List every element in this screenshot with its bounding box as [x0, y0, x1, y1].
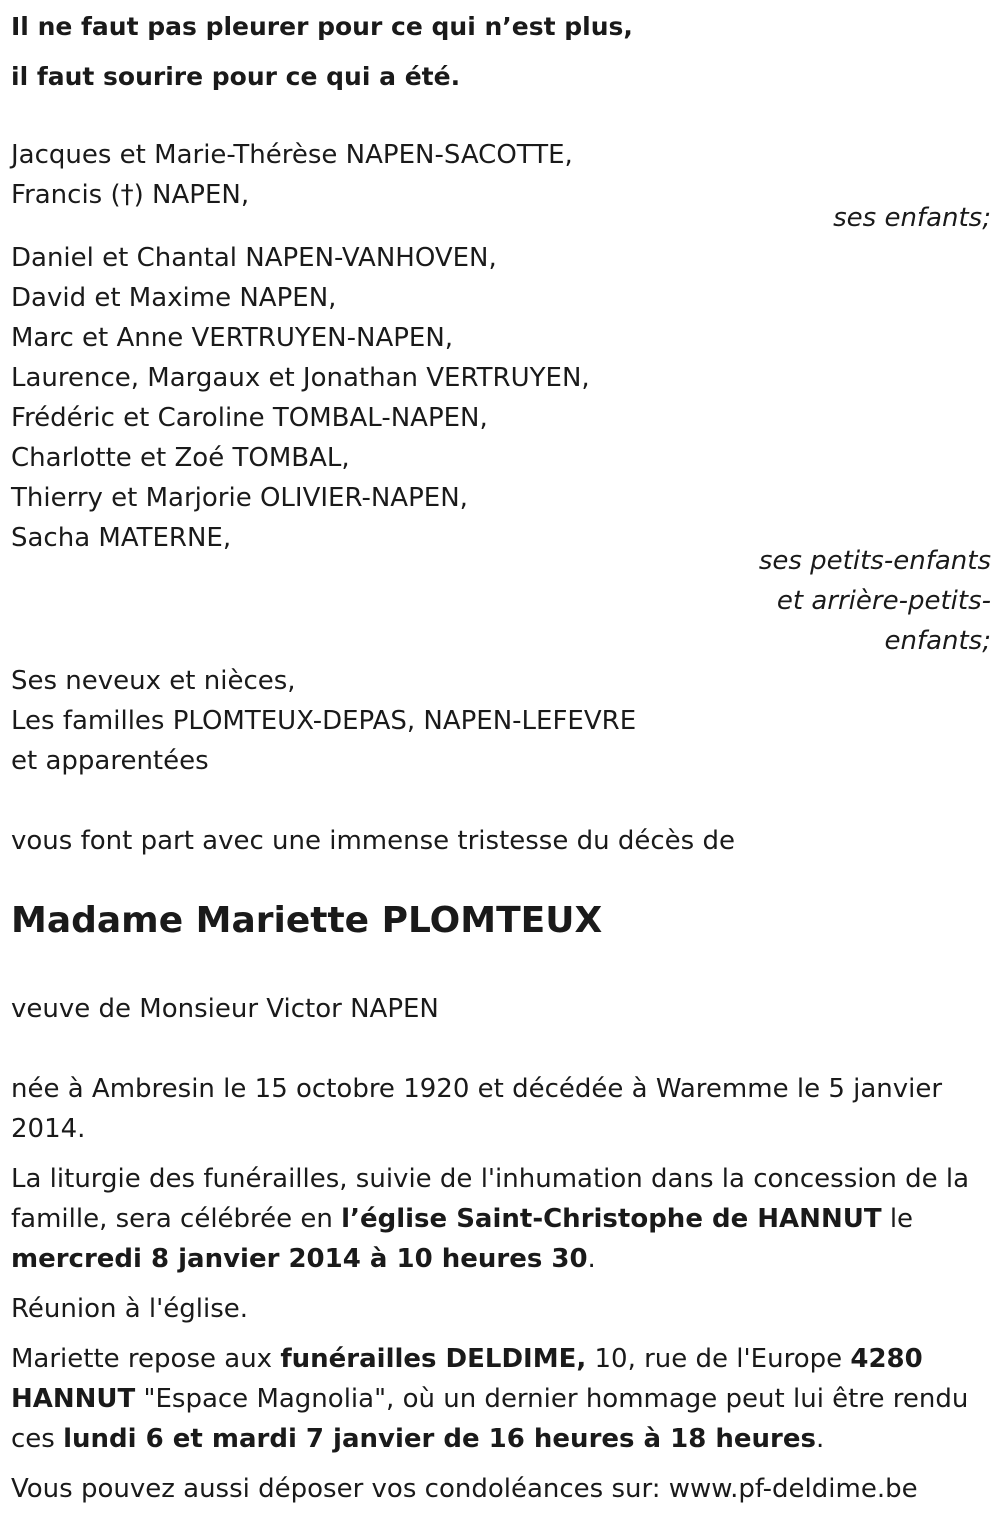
birth-death-line-2: 2014. — [11, 1114, 86, 1144]
visitation-prefix: Mariette repose aux — [11, 1344, 281, 1374]
quote-line-1: Il ne faut pas pleurer pour ce qui n’est plus, — [11, 12, 633, 41]
grandchildren-role-line: ses petits-enfants — [758, 546, 991, 576]
relatives-line: Ses neveux et nièces, — [11, 666, 296, 696]
meeting: Réunion à l'église. — [11, 1294, 249, 1324]
announcement: vous font part avec une immense tristesse du décès de — [11, 826, 735, 856]
funeral-line-3 — [11, 1246, 596, 1272]
visitation-line-1 — [11, 1346, 923, 1372]
child-name: Francis (†) NAPEN, — [11, 180, 250, 210]
visitation-address: 10, rue de l'Europe — [586, 1344, 851, 1374]
funeral-suffix: le — [881, 1204, 914, 1234]
grandchild-name: Marc et Anne VERTRUYEN-NAPEN, — [11, 323, 454, 353]
visitation-ces: ces — [11, 1424, 64, 1454]
visitation-middle: "Espace Magnolia", où un dernier hommage peut lui être rendu — [135, 1384, 969, 1414]
visitation-period: . — [815, 1424, 825, 1454]
children-role: ses enfants; — [833, 203, 991, 233]
funeral-home: funérailles DELDIME, — [280, 1344, 587, 1374]
funeral-line-2 — [11, 1206, 913, 1232]
grandchild-name: Frédéric et Caroline TOMBAL-NAPEN, — [11, 403, 488, 433]
funeral-datetime: mercredi 8 janvier 2014 à 10 heures 30 — [11, 1244, 588, 1274]
relatives-line: et apparentées — [11, 746, 209, 776]
funeral-period: . — [587, 1244, 596, 1274]
visitation-postcode: 4280 — [850, 1344, 923, 1374]
grandchild-name: Sacha MATERNE, — [11, 523, 232, 553]
visitation-line-3 — [11, 1426, 824, 1452]
funeral-prefix: famille, sera célébrée en — [11, 1204, 342, 1234]
grandchild-name: Charlotte et Zoé TOMBAL, — [11, 443, 350, 473]
grandchild-name: Laurence, Margaux et Jonathan VERTRUYEN, — [11, 363, 590, 393]
church-name: l’église Saint-Christophe de HANNUT — [341, 1204, 882, 1234]
birth-death-line-1: née à Ambresin le 15 octobre 1920 et décédée à Waremme le 5 janvier — [11, 1074, 943, 1104]
visitation-line-2 — [11, 1386, 968, 1412]
grandchild-name: Thierry et Marjorie OLIVIER-NAPEN, — [11, 483, 468, 513]
quote-line-2: il faut sourire pour ce qui a été. — [11, 62, 461, 91]
grandchildren-role-line: et arrière-petits- — [776, 586, 991, 616]
relatives-line: Les familles PLOMTEUX-DEPAS, NAPEN-LEFEVRE — [11, 706, 637, 736]
grandchild-name: Daniel et Chantal NAPEN-VANHOVEN, — [11, 243, 497, 273]
funeral-line-1: La liturgie des funérailles, suivie de l'inhumation dans la concession de la — [11, 1164, 970, 1194]
condolences: Vous pouvez aussi déposer vos condoléances sur: www.pf-deldime.be — [11, 1474, 918, 1504]
visitation-times: lundi 6 et mardi 7 janvier de 16 heures à 18 heures — [63, 1424, 816, 1454]
child-name: Jacques et Marie-Thérèse NAPEN-SACOTTE, — [11, 140, 573, 170]
grandchild-name: David et Maxime NAPEN, — [11, 283, 337, 313]
deceased-name: Madame Mariette PLOMTEUX — [11, 900, 603, 941]
widow-of: veuve de Monsieur Victor NAPEN — [11, 994, 439, 1024]
grandchildren-role-line: enfants; — [884, 626, 991, 656]
visitation-city: HANNUT — [11, 1384, 136, 1414]
